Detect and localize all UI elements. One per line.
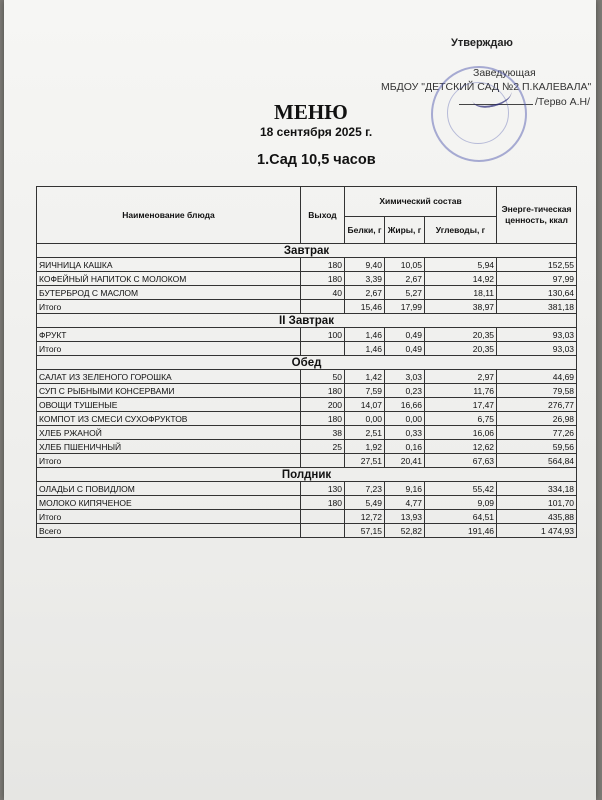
section-title: Завтрак: [37, 244, 577, 258]
table-row: [37, 426, 577, 440]
fat-value: 10,05: [385, 258, 425, 272]
protein-value: 0,00: [345, 412, 385, 426]
dish-name: Итого: [37, 510, 301, 524]
dish-name: Всего: [37, 524, 301, 538]
carbs-value: 11,76: [425, 384, 497, 398]
protein-value: 1,42: [345, 370, 385, 384]
energy-value: 93,03: [497, 342, 577, 356]
table-row: [37, 496, 577, 510]
section-header-row: [37, 468, 577, 482]
energy-value: 435,88: [497, 510, 577, 524]
table-row: [37, 286, 577, 300]
dish-output: 180: [301, 384, 345, 398]
fat-value: 0,23: [385, 384, 425, 398]
protein-value: 9,40: [345, 258, 385, 272]
dish-name: САЛАТ ИЗ ЗЕЛЕНОГО ГОРОШКА: [37, 370, 301, 384]
dish-output: 130: [301, 482, 345, 496]
energy-value: 1 474,93: [497, 524, 577, 538]
approval-name: /Терво А.Н/: [535, 96, 591, 108]
fat-value: 3,03: [385, 370, 425, 384]
dish-name: Итого: [37, 300, 301, 314]
fat-value: 16,66: [385, 398, 425, 412]
carbs-value: 16,06: [425, 426, 497, 440]
table-row: [37, 482, 577, 496]
protein-value: 1,46: [345, 342, 385, 356]
fat-value: 17,99: [385, 300, 425, 314]
dish-output: 100: [301, 328, 345, 342]
dish-name: Итого: [37, 454, 301, 468]
section-total-row: [37, 300, 577, 314]
protein-value: 2,67: [345, 286, 385, 300]
energy-value: 77,26: [497, 426, 577, 440]
dish-output: 50: [301, 370, 345, 384]
dish-name: МОЛОКО КИПЯЧЕНОЕ: [37, 496, 301, 510]
dish-name: КОМПОТ ИЗ СМЕСИ СУХОФРУКТОВ: [37, 412, 301, 426]
table-row: [37, 398, 577, 412]
carbs-value: 38,97: [425, 300, 497, 314]
carbs-value: 18,11: [425, 286, 497, 300]
section-header-row: [37, 244, 577, 258]
energy-value: 79,58: [497, 384, 577, 398]
energy-value: 381,18: [497, 300, 577, 314]
protein-value: 12,72: [345, 510, 385, 524]
dish-output: 200: [301, 398, 345, 412]
carbs-value: 20,35: [425, 328, 497, 342]
carbs-value: 64,51: [425, 510, 497, 524]
protein-value: 15,46: [345, 300, 385, 314]
dish-output: [301, 300, 345, 314]
dish-output: 180: [301, 496, 345, 510]
energy-value: 276,77: [497, 398, 577, 412]
protein-value: 27,51: [345, 454, 385, 468]
section-total-row: [37, 510, 577, 524]
fat-value: 9,16: [385, 482, 425, 496]
header-output: Выход: [301, 187, 345, 244]
carbs-value: 55,42: [425, 482, 497, 496]
dish-name: БУТЕРБРОД С МАСЛОМ: [37, 286, 301, 300]
header-dish: Наименование блюда: [37, 187, 301, 244]
fat-value: 0,49: [385, 342, 425, 356]
dish-output: [301, 342, 345, 356]
dish-name: ОВОЩИ ТУШЕНЫЕ: [37, 398, 301, 412]
dish-output: [301, 454, 345, 468]
energy-value: 93,03: [497, 328, 577, 342]
menu-table: [36, 186, 577, 538]
dish-output: 180: [301, 412, 345, 426]
table-row: [37, 272, 577, 286]
header-chem: Химический состав: [345, 187, 497, 217]
dish-output: 25: [301, 440, 345, 454]
menu-date: 18 сентября 2025 г.: [260, 125, 373, 139]
fat-value: 20,41: [385, 454, 425, 468]
table-row: [37, 440, 577, 454]
page-title: МЕНЮ: [274, 100, 348, 124]
fat-value: 13,93: [385, 510, 425, 524]
carbs-value: 12,62: [425, 440, 497, 454]
fat-value: 0,49: [385, 328, 425, 342]
energy-value: 152,55: [497, 258, 577, 272]
table-row: [37, 258, 577, 272]
header-carbs: Углеводы, г: [425, 217, 497, 244]
dish-name: ОЛАДЬИ С ПОВИДЛОМ: [37, 482, 301, 496]
carbs-value: 191,46: [425, 524, 497, 538]
dish-output: 180: [301, 258, 345, 272]
protein-value: 57,15: [345, 524, 385, 538]
dish-output: 40: [301, 286, 345, 300]
fat-value: 2,67: [385, 272, 425, 286]
energy-value: 101,70: [497, 496, 577, 510]
carbs-value: 2,97: [425, 370, 497, 384]
table-row: [37, 384, 577, 398]
fat-value: 0,33: [385, 426, 425, 440]
protein-value: 7,23: [345, 482, 385, 496]
dish-output: 38: [301, 426, 345, 440]
approval-role: Заведующая: [473, 67, 536, 79]
menu-subtitle: 1.Сад 10,5 часов: [257, 152, 376, 168]
header-energy: Энерге-тическая ценность, ккал: [497, 187, 577, 244]
energy-value: 26,98: [497, 412, 577, 426]
header-protein: Белки, г: [345, 217, 385, 244]
dish-name: ЯИЧНИЦА КАШКА: [37, 258, 301, 272]
dish-name: ХЛЕБ ПШЕНИЧНЫЙ: [37, 440, 301, 454]
grand-total-row: [37, 524, 577, 538]
energy-value: 130,64: [497, 286, 577, 300]
section-title: Полдник: [37, 468, 577, 482]
table-row: [37, 412, 577, 426]
approval-heading: Утверждаю: [451, 37, 513, 49]
section-title: Обед: [37, 356, 577, 370]
seal-stamp: [431, 66, 527, 162]
carbs-value: 20,35: [425, 342, 497, 356]
section-total-row: [37, 342, 577, 356]
dish-name: ФРУКТ: [37, 328, 301, 342]
dish-name: КОФЕЙНЫЙ НАПИТОК С МОЛОКОМ: [37, 272, 301, 286]
fat-value: 5,27: [385, 286, 425, 300]
dish-name: СУП С РЫБНЫМИ КОНСЕРВАМИ: [37, 384, 301, 398]
dish-output: [301, 524, 345, 538]
carbs-value: 9,09: [425, 496, 497, 510]
menu-table-body: [37, 244, 577, 538]
header-fat: Жиры, г: [385, 217, 425, 244]
dish-output: [301, 510, 345, 524]
section-total-row: [37, 454, 577, 468]
protein-value: 7,59: [345, 384, 385, 398]
dish-name: ХЛЕБ РЖАНОЙ: [37, 426, 301, 440]
fat-value: 0,00: [385, 412, 425, 426]
fat-value: 0,16: [385, 440, 425, 454]
protein-value: 1,46: [345, 328, 385, 342]
energy-value: 564,84: [497, 454, 577, 468]
dish-name: Итого: [37, 342, 301, 356]
dish-output: 180: [301, 272, 345, 286]
table-row: [37, 328, 577, 342]
section-title: II Завтрак: [37, 314, 577, 328]
carbs-value: 14,92: [425, 272, 497, 286]
section-header-row: [37, 314, 577, 328]
carbs-value: 17,47: [425, 398, 497, 412]
table-row: [37, 370, 577, 384]
section-header-row: [37, 356, 577, 370]
protein-value: 3,39: [345, 272, 385, 286]
approval-organization: МБДОУ "ДЕТСКИЙ САД №2 П.КАЛЕВАЛА": [381, 81, 592, 93]
fat-value: 52,82: [385, 524, 425, 538]
energy-value: 97,99: [497, 272, 577, 286]
protein-value: 2,51: [345, 426, 385, 440]
energy-value: 44,69: [497, 370, 577, 384]
energy-value: 334,18: [497, 482, 577, 496]
protein-value: 5,49: [345, 496, 385, 510]
fat-value: 4,77: [385, 496, 425, 510]
carbs-value: 5,94: [425, 258, 497, 272]
protein-value: 1,92: [345, 440, 385, 454]
carbs-value: 6,75: [425, 412, 497, 426]
energy-value: 59,56: [497, 440, 577, 454]
protein-value: 14,07: [345, 398, 385, 412]
carbs-value: 67,63: [425, 454, 497, 468]
